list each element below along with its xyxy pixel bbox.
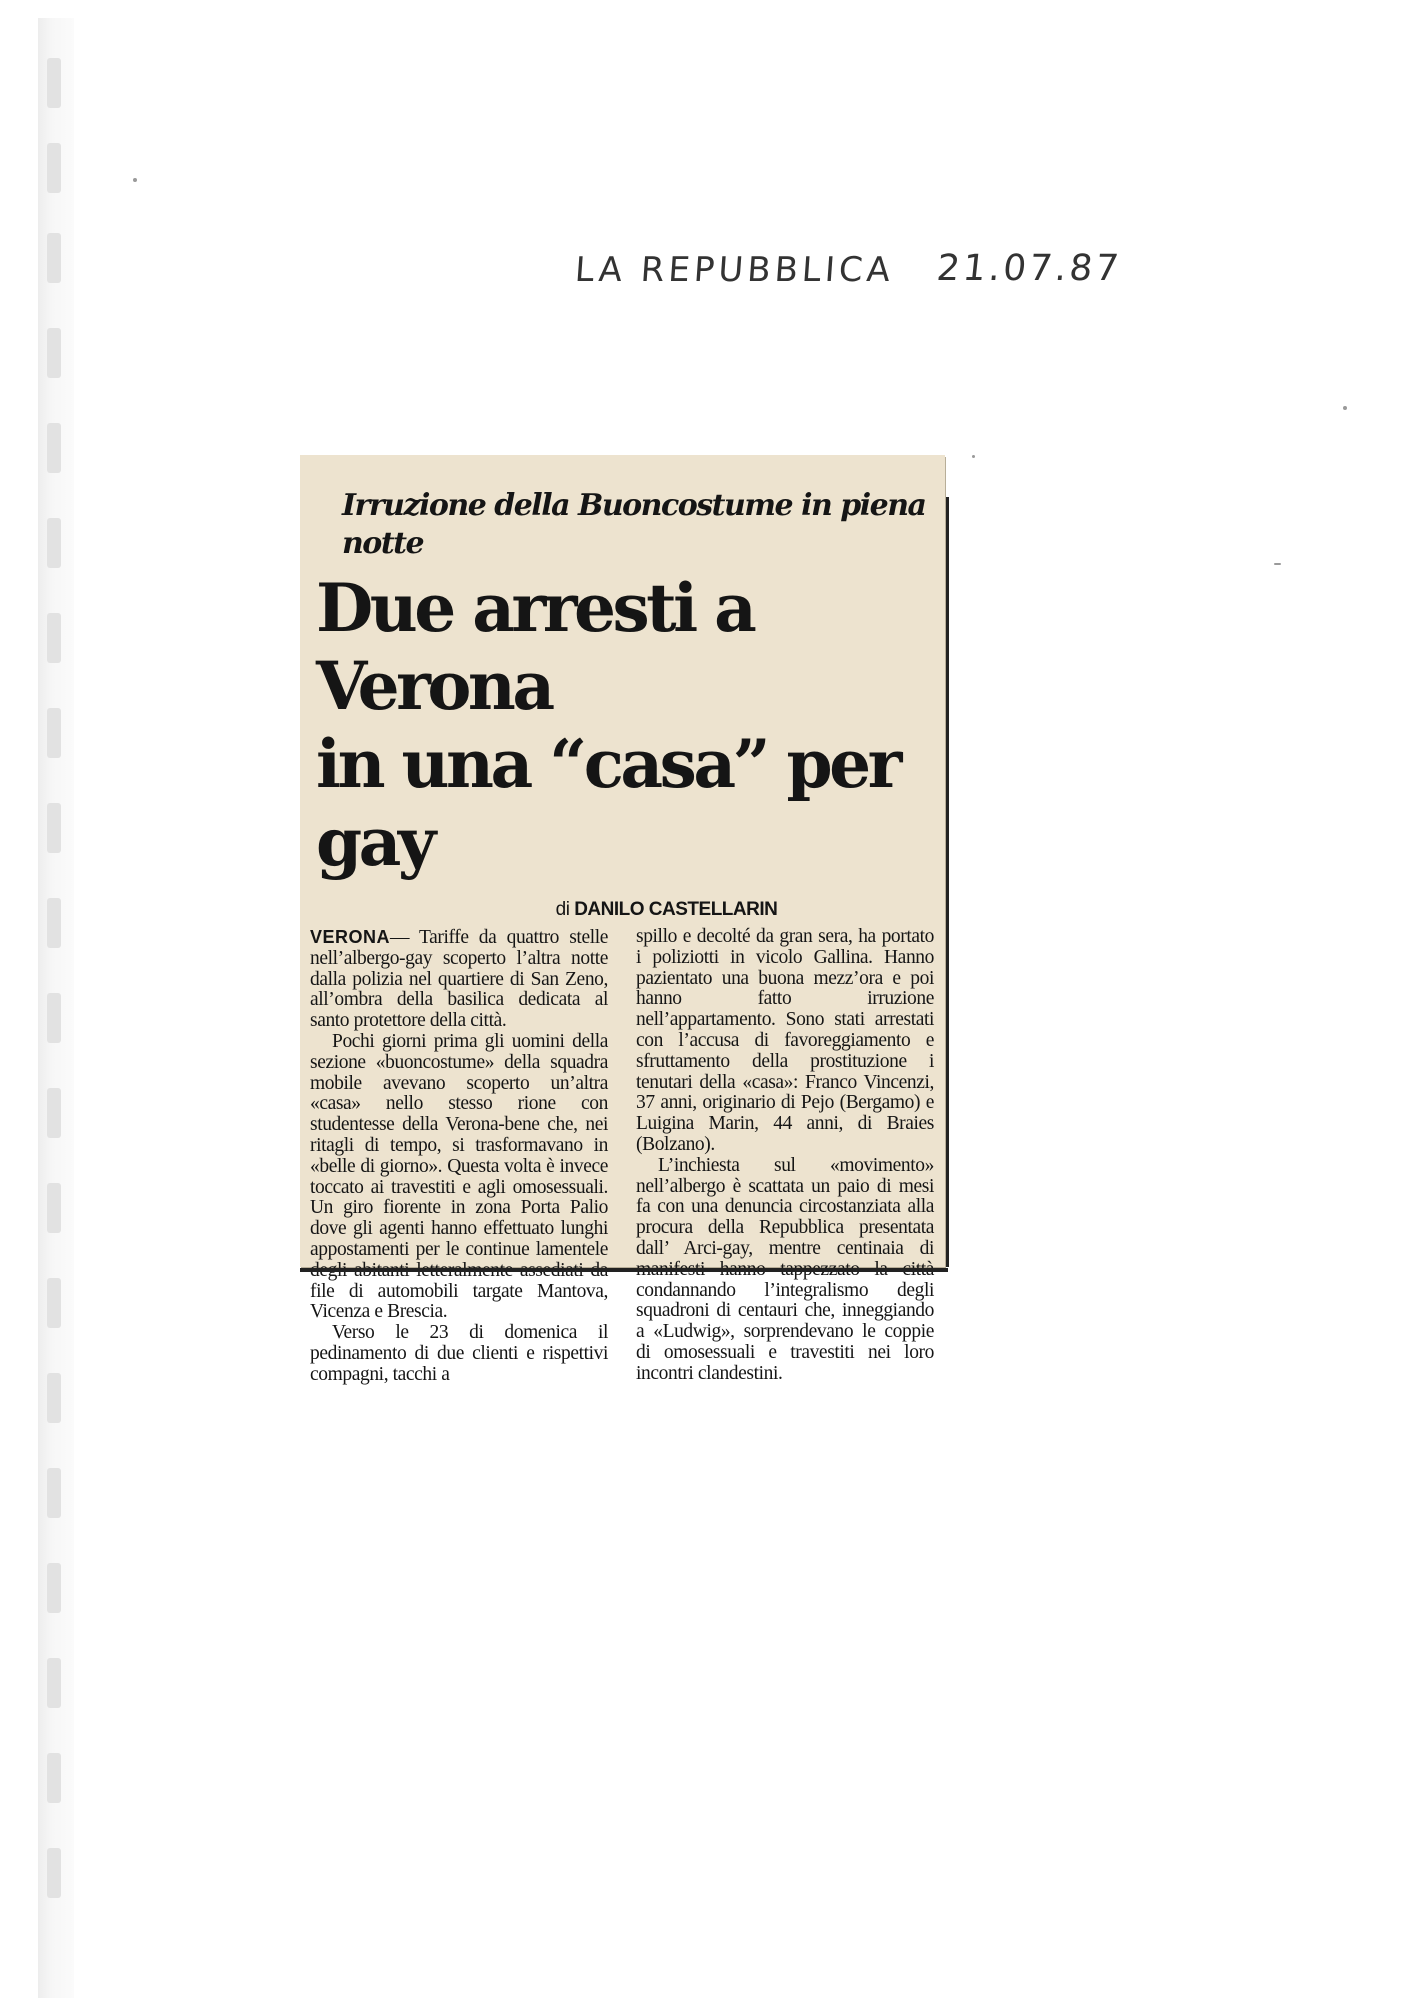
article-kicker: Irruzione della Buoncostume in piena notte [342, 488, 926, 561]
binding-mark [47, 233, 61, 283]
paragraph: Verso le 23 di domenica il pedinamento di due clienti e rispettivi compagni, tacchi a [310, 1322, 608, 1385]
clipping-edge [300, 1268, 948, 1272]
scan-speck [133, 178, 137, 182]
binding-mark [47, 1373, 61, 1423]
scan-speck [1274, 563, 1281, 565]
binding-mark [47, 1658, 61, 1708]
article-body [308, 927, 935, 1386]
binding-mark [47, 143, 61, 193]
article-headline [316, 569, 935, 881]
article-column-2 [636, 927, 934, 1386]
binding-mark [47, 1468, 61, 1518]
byline-author: DANILO CASTELLARIN [574, 899, 778, 920]
newspaper-clipping [300, 455, 945, 1385]
binding-mark [47, 518, 61, 568]
binding-mark [47, 1183, 61, 1233]
binding-mark [47, 1278, 61, 1328]
paragraph: spillo e decolté da gran sera, ha portato i poliziotti in vicolo Gallina. Hanno pazientato una buona mezz’ora e poi hanno fatto irruzione nell’appartamento. Sono stati arrestati con l’accusa di favoreggiamento e sfruttamento della prostituzione i tenutari della «casa»: Franco Vincenzi, 37 anni, originario di Pejo (Bergamo) e Luigina Marin, 44 anni, di Braies (Bolzano). [636, 926, 934, 1155]
scan-speck [972, 455, 975, 458]
handwritten-date: 21.07.87 [934, 248, 1124, 289]
handwritten-annotation [575, 250, 1135, 310]
paragraph [310, 927, 608, 1032]
handwritten-source: LA REPUBBLICA [573, 250, 896, 290]
binding-strip [38, 18, 74, 1998]
binding-mark [47, 993, 61, 1043]
paragraph: L’inchiesta sul «movimento» nell’albergo è scattata un paio di mesi fa con una denuncia circostanziata alla procura della Repubblica presentata dall’ Arci-gay, mentre centinaia di condannando l’integralismo degli squadroni di centauri che, inneggiando a «Ludwig», sorprendevano le coppie di omosessuali e travestiti nei loro incontri clandestini. [636, 1154, 934, 1384]
binding-mark [47, 1753, 61, 1803]
binding-mark [47, 613, 61, 663]
scan-speck [1343, 406, 1347, 410]
binding-mark [47, 708, 61, 758]
paragraph: Pochi giorni prima gli uomini della sezione «buoncostume» della squadra mobile avevano scoperto un’altra «casa» nello stesso rione con studentesse della Verona-bene che, nei ritagli di tempo, si trasformavano in «belle di giorno». Questa volta è invece toccato ai travestiti e agli omosessuali. Un giro fiorente in zona Porta Palio dove gli agenti hanno effettuato lunghi appostamenti per le continue lamentele file di automobili targate Mantova, Vicenza e Brescia. [310, 1030, 608, 1323]
binding-mark [47, 898, 61, 948]
headline-line-2: in una “casa” per gay [316, 725, 899, 881]
clipping-edge [946, 497, 949, 1267]
headline-line-1: Due arresti a Verona [316, 569, 754, 725]
article-dateline: VERONA [310, 927, 391, 947]
binding-mark [47, 58, 61, 108]
paragraph-text: — Tariffe da quattro stelle nell’albergo-gay scoperto l’altra notte dalla polizia nel quartiere di San Zeno, all’ombra della basilica dedicata al santo protettore della città. [310, 927, 608, 1032]
binding-mark [47, 803, 61, 853]
binding-mark [47, 1088, 61, 1138]
binding-mark [47, 328, 61, 378]
binding-mark [47, 1848, 61, 1898]
binding-mark [47, 1563, 61, 1613]
binding-mark [47, 423, 61, 473]
article-byline [398, 899, 935, 921]
byline-prefix: di [555, 899, 570, 920]
article-column-1 [310, 927, 608, 1386]
